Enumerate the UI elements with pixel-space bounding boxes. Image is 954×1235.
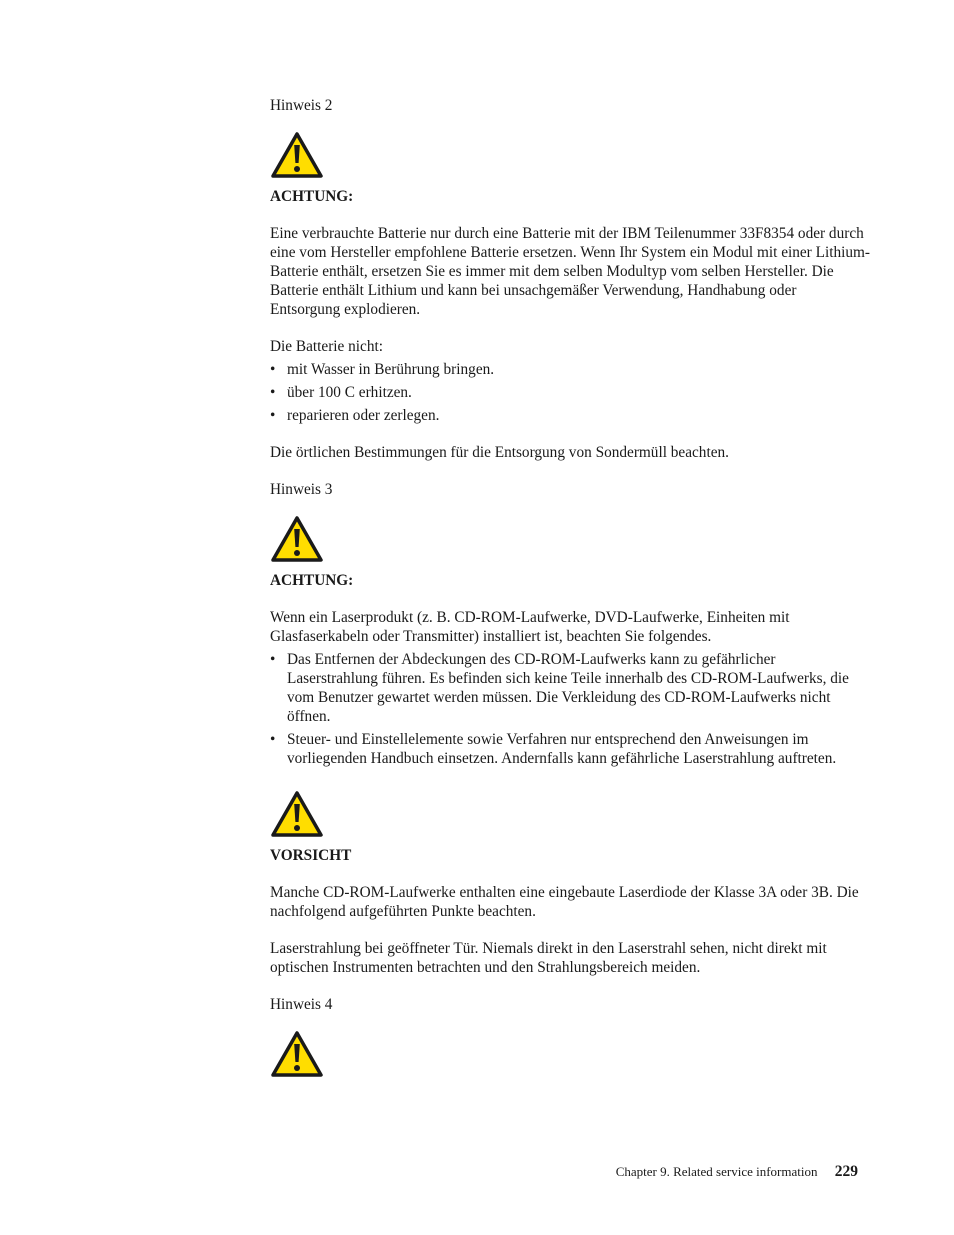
notice-label: Hinweis 3 bbox=[270, 481, 333, 498]
warning-triangle-icon bbox=[270, 1030, 324, 1078]
list-item: • über 100 C erhitzen. bbox=[270, 383, 870, 402]
warning-triangle-icon bbox=[270, 790, 324, 838]
warning-triangle-icon bbox=[270, 515, 324, 563]
chapter-title: Chapter 9. Related service information bbox=[615, 1164, 818, 1179]
list-item: • Das Entfernen der Abdeckungen des CD-ROM-Laufwerks kann zu gefährlicher Laserstrahlung führen. Es befinden sich keine Teile innerhalb des CD-ROM-Laufwerks, die vom Benutzer gewartet werden müssen. Die Verkleidung des CD-ROM-Laufwerks nicht öffnen. bbox=[270, 650, 870, 726]
notice-2 bbox=[270, 96, 870, 462]
caution-paragraph: Laserstrahlung bei geöffneter Tür. Niemals direkt in den Laserstrahl sehen, nicht direkt mit optischen Instrumenten betrachten und den Strahlungsbereich meiden. bbox=[270, 940, 827, 976]
notice-4 bbox=[270, 995, 870, 1078]
caution-heading: VORSICHT bbox=[270, 847, 352, 864]
list-item: • reparieren oder zerlegen. bbox=[270, 406, 870, 425]
bullet-list bbox=[270, 650, 870, 768]
notice-closing: Die örtlichen Bestimmungen für die Entsorgung von Sondermüll beachten. bbox=[270, 444, 729, 461]
notice-paragraph: Wenn ein Laserprodukt (z. B. CD-ROM-Laufwerke, DVD-Laufwerke, Einheiten mit Glasfaserkabeln oder Transmitter) installiert ist, beachten Sie folgendes. bbox=[270, 609, 790, 645]
notice-heading: ACHTUNG: bbox=[270, 188, 354, 205]
page-footer bbox=[616, 1162, 858, 1182]
list-intro: Die Batterie nicht: bbox=[270, 338, 383, 355]
caution-paragraph: Manche CD-ROM-Laufwerke enthalten eine eingebaute Laserdiode der Klasse 3A oder 3B. Die nachfolgend aufgeführten Punkte beachten. bbox=[270, 884, 859, 920]
notice-paragraph: Eine verbrauchte Batterie nur durch eine Batterie mit der IBM Teilenummer 33F8354 oder durch eine vom Hersteller empfohlene Batterie ersetzen. Wenn Ihr System ein Modul mit einer Lithium-Batterie enthält, ersetzen Sie es immer mit dem selben Modultyp vom selben Hersteller. Die Batterie enthält Lithium und kann bei unsachgemäßer Verwendung, Handhabung oder Entsorgung explodieren. bbox=[270, 225, 870, 318]
notice-label: Hinweis 2 bbox=[270, 97, 333, 114]
notice-label: Hinweis 4 bbox=[270, 996, 333, 1013]
list-item: • mit Wasser in Berührung bringen. bbox=[270, 360, 870, 379]
notice-3 bbox=[270, 480, 870, 977]
page-number: 229 bbox=[834, 1163, 858, 1180]
notice-heading: ACHTUNG: bbox=[270, 572, 354, 589]
page-content bbox=[270, 96, 870, 1086]
list-item: • Steuer- und Einstellelemente sowie Verfahren nur entsprechend den Anweisungen im vorliegenden Handbuch einsetzen. Andernfalls kann gefährliche Laserstrahlung auftreten. bbox=[270, 730, 870, 768]
bullet-list bbox=[270, 360, 870, 425]
warning-triangle-icon bbox=[270, 131, 324, 179]
